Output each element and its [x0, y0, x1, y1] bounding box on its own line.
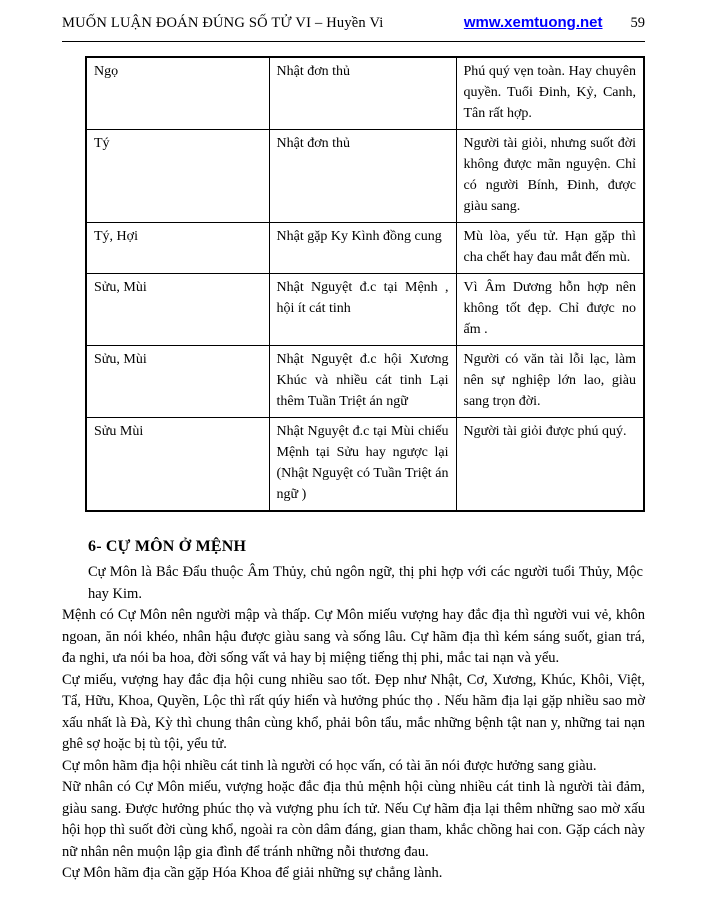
table-row	[86, 418, 644, 512]
stars-cell: Nhật đơn thủ	[269, 130, 456, 223]
table-row	[86, 274, 644, 346]
palace-cell: Tý	[86, 130, 269, 223]
interpretation-table	[85, 56, 645, 512]
meaning-cell: Vì Âm Dương hỗn hợp nên không tốt đẹp. Chỉ được no ấm .	[456, 274, 644, 346]
stars-cell: Nhật Nguyệt đ.c tại Mệnh , hội ít cát tinh	[269, 274, 456, 346]
table-row	[86, 57, 644, 130]
book-title: MUỐN LUẬN ĐOÁN ĐÚNG SỐ TỬ VI – Huyền Vi	[62, 15, 384, 31]
palace-cell: Sửu Mùi	[86, 418, 269, 512]
paragraph: Cự Môn hãm địa cần gặp Hóa Khoa để giải những sự chẳng lành.	[62, 865, 443, 881]
website-link[interactable]: wmw.xemtuong.net	[463, 14, 603, 31]
meaning-cell: Mù lòa, yếu tử. Hạn gặp thì cha chết hay đau mắt đến mù.	[456, 223, 644, 274]
paragraph: Cự môn hãm địa hội nhiều cát tinh là người có học vấn, có tài ăn nói được hưởng sang giàu.	[62, 757, 597, 774]
section-cu-mon	[62, 538, 645, 885]
header-divider	[62, 41, 645, 42]
section-heading: 6- CỰ MÔN Ở MỆNH	[88, 538, 247, 555]
palace-cell: Sửu, Mùi	[86, 346, 269, 418]
meaning-cell: Người tài giỏi, nhưng suốt đời không được mãn nguyện. Chỉ có người Bính, Đinh, được giàu sang.	[456, 130, 644, 223]
table-row	[86, 223, 644, 274]
stars-cell: Nhật đơn thủ	[269, 57, 456, 130]
table-row	[86, 346, 644, 418]
page-header	[62, 14, 645, 32]
meaning-cell: Người tài giỏi được phú quý.	[456, 418, 644, 512]
palace-cell: Tý, Hợi	[86, 223, 269, 274]
page-number: 59	[630, 15, 645, 31]
table-row	[86, 130, 644, 223]
meaning-cell: Người có văn tài lỗi lạc, làm nên sự nghiệp lớn lao, giàu sang trọn đời.	[456, 346, 644, 418]
paragraph: Cự miếu, vượng hay đắc địa hội cung nhiều sao tốt. Đẹp như Nhật, Cơ, Xương, Khúc, Khôi, Việt, Tẩ, Hữu, Khoa, Quyền, Lộc thì rất qúy hiển và hưởng phúc thọ . Nếu hãm địa lại gặp nhiều sao mờ xấu nhất là Đà, Kỳ thì chung thân cùng khổ, phải bôn tẩu, mắc những bệnh tật nan y, những tai nạn ghê sợ hoặc bị tù tội, yểu tử.	[62, 671, 645, 752]
stars-cell: Nhật Nguyệt đ.c tại Mùi chiếu Mệnh tại Sửu hay ngược lại (Nhật Nguyệt có Tuần Triệt án ngữ )	[269, 418, 456, 512]
paragraph: Cự Môn là Bắc Đẩu thuộc Âm Thủy, chủ ngôn ngữ, thị phi hợp với các người tuổi Thủy, Mộc hay Kim.	[88, 564, 643, 602]
stars-cell: Nhật gặp Ky Kình đồng cung	[269, 223, 456, 274]
paragraph: Nữ nhân có Cự Môn miếu, vượng hoặc đắc địa thủ mệnh hội cùng nhiều cát tinh là người tài đảm, giàu sang. Được hưởng phúc thọ và vượng phu ích tử. Nếu Cự hãm địa lại thêm những sao mờ xấu hội họp thì suốt đời cùng khổ, ngoài ra còn dâm đáng, gian tham, khắc chồng hai con. Gặp cách này nữ nhân nên muộn lập gia đình để tránh những nỗi thương đau.	[62, 779, 645, 860]
palace-cell: Ngọ	[86, 57, 269, 130]
palace-cell: Sửu, Mùi	[86, 274, 269, 346]
paragraph: Mệnh có Cự Môn nên người mập và thấp. Cự Môn miếu vượng hay đắc địa thì người vui vẻ, khôn ngoan, ăn nói khéo, nhân hậu được giàu sang và sống lâu. Cự hãm địa thì kém sáng suốt, gian trá, đa nghi, ưa nói ba hoa, đời sống vất vả hay bị miệng tiếng thị phi, mắc tai nạn và yểu.	[62, 607, 645, 666]
meaning-cell: Phú quý vẹn toàn. Hay chuyên quyền. Tuổi Đinh, Kỷ, Canh, Tân rất hợp.	[456, 57, 644, 130]
stars-cell: Nhật Nguyệt đ.c hội Xương Khúc và nhiều cát tinh Lại thêm Tuần Triệt án ngữ	[269, 346, 456, 418]
